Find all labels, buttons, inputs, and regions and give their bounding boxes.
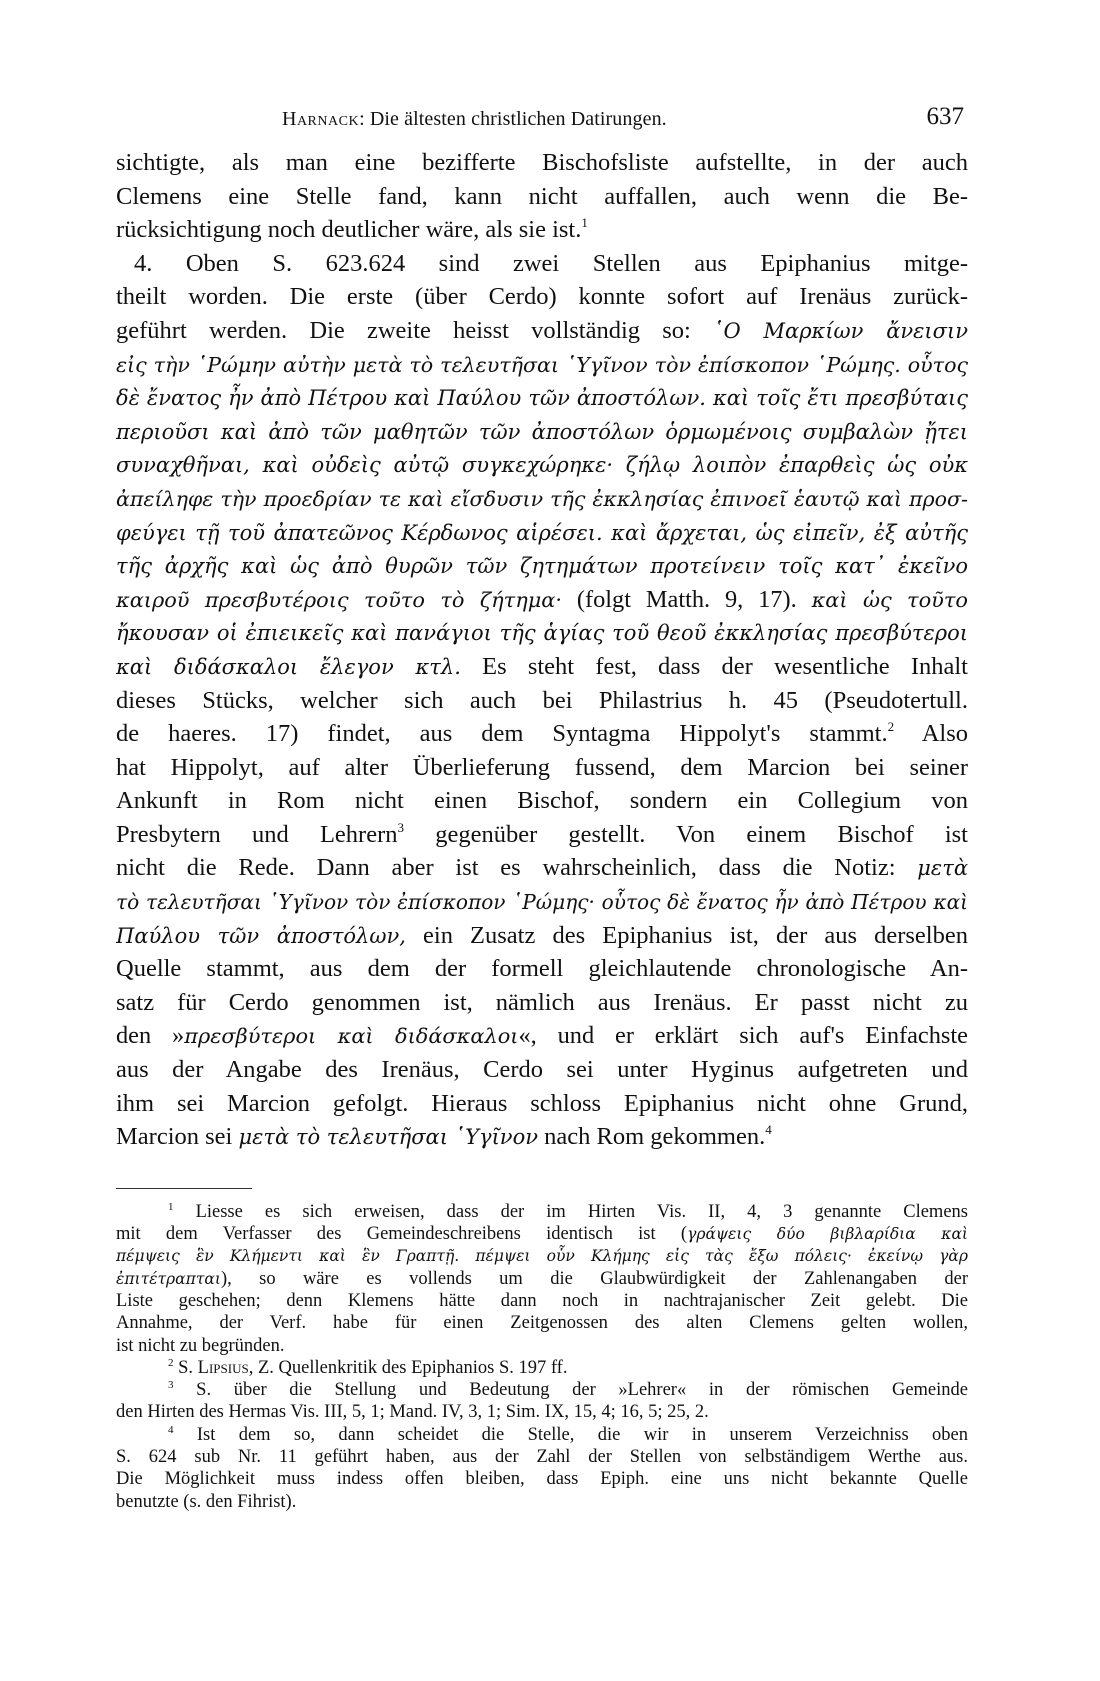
page-number: 637 [926,103,964,130]
footnote-ref-4[interactable]: 4 [765,1122,772,1138]
text-line [116,348,968,382]
greek-quote: περιοῦσι καὶ ἀπὸ τῶν μαθητῶν τῶν ἀποστόλων ὁρμωμένοις συμβαλὼν ᾔτει [116,419,968,444]
text-line [116,516,968,550]
text-run: (folgt Matth. 9, 17). [562,585,812,613]
text-run: S. 624 sub Nr. 11 geführt haben, aus der Zahl der Stellen von selbständigem Werthe aus. [116,1447,968,1468]
author-name: Harnack [282,108,360,130]
footnote-marker: 1 [168,1200,174,1213]
greek-quote: πρεσβύτεροι καὶ διδάσκαλοι [184,1024,519,1049]
footnote-line [116,1468,968,1490]
text-run: Clemens eine Stelle fand, kann nicht auffallen, auch wenn die Be- [116,182,968,210]
text-run: Ankunft in Rom nicht einen Bischof, sondern ein Collegium von [116,787,968,815]
text-line [116,986,968,1020]
footnote-line [116,1446,968,1468]
greek-quote: ῾Ο Μαρκίων ἄνεισιν [713,318,968,343]
text-run: theilt worden. Die erste (über Cerdo) konnte sofort auf Irenäus zurück- [116,283,968,311]
greek-quote: μετὰ [917,856,968,881]
text-line [116,818,968,852]
text-run: Liste geschehen; denn Klemens hätte dann noch in nachtrajanischer Zeit gelebt. Die [116,1291,968,1311]
footnote-marker: 3 [168,1379,174,1392]
text-run: Ist dem so, dann scheidet die Stelle, die wir in unserem Verzeichniss oben [173,1424,968,1445]
text-run: ihm sei Marcion gefolgt. Hieraus schloss Epiphanius nicht ohne Grund, [116,1089,968,1117]
text-run: geführt werden. Die zweite heisst vollständig so: [116,316,714,344]
cited-author: Lipsius [197,1357,249,1378]
greek-quote: Παύλου τῶν ἀποστόλων, [116,923,406,948]
colon: : [359,108,365,130]
text-line [116,482,968,516]
text-run: «, und er erklärt sich auf's Einfachste [518,1022,968,1050]
text-run: Quelle stammt, aus dem der formell gleichlautende chronologische An- [116,955,968,983]
text-line [116,616,968,650]
text-line [116,784,968,818]
text-line [116,583,968,617]
greek-quote: καιροῦ πρεσβυτέροις τοῦτο τὸ ζήτημα· [116,587,563,612]
text-run: nach Rom gekommen. [537,1123,766,1151]
text-run: Marcion sei [116,1123,239,1151]
text-run: Die Möglichkeit muss indess offen bleiben, dass Epiph. eine uns nicht bekannte Quelle [116,1469,968,1490]
text-run: ), so wäre es vollends um die Glaubwürdigkeit der Zahlenangaben der [220,1268,968,1289]
text-run: den Hirten des Hermas Vis. III, 5, 1; Mand. IV, 3, 1; Sim. IX, 15, 4; 16, 5; 25, 2. [116,1402,709,1423]
greek-quote: τῆς ἀρχῆς καὶ ὡς ἀπὸ θυρῶν τῶν ζητημάτων προτείνειν τοῖς κατ᾽ ἐκεῖνο [116,554,968,579]
text-line [116,180,968,214]
article-title: Die ältesten christlichen Datirungen. [364,108,667,130]
text-line [116,381,968,415]
text-run: benutzte (s. den Fihrist). [116,1491,297,1512]
footnote-divider [116,1188,252,1189]
text-line [116,952,968,986]
text-line [116,549,968,583]
greek-quote: ἀπείληφε τὴν προεδρίαν τε καὶ εἴσδυσιν τῆς ἐκκλησίας ἐπινοεῖ ἑαυτῷ καὶ προσ- [116,486,968,511]
text-run: dieses Stücks, welcher sich auch bei Philastrius h. 45 (Pseudotertull. [116,686,968,714]
text-run: Liesse es sich erweisen, dass der im Hirten Vis. II, 4, 3 genannte Clemens [173,1201,968,1222]
greek-quote: καὶ ὡς τοῦτο [811,587,968,612]
text-line [116,1019,968,1053]
greek-quote: εἰς τὴν ῾Ρώμην αὐτὴν μετὰ τὸ τελευτῆσαι ῾Υγῖνον τὸν ἐπίσκοπον ῾Ρώμης. οὗτος [116,352,968,377]
text-run: Presbytern und Lehrern [116,820,398,848]
footnotes [116,1201,968,1513]
text-run: satz für Cerdo genommen ist, nämlich aus Irenäus. Er passt nicht zu [116,988,968,1016]
running-head-title [282,108,667,131]
text-line [116,146,968,180]
greek-quote: δὲ ἔνατος ἦν ἀπὸ Πέτρου καὶ Παύλου τῶν ἀποστόλων. καὶ τοῖς ἔτι πρεσβύταις [116,386,968,411]
text-line [116,213,968,247]
text-run: aus der Angabe des Irenäus, Cerdo sei unter Hyginus aufgetreten und [116,1056,968,1084]
footnote-2 [116,1357,968,1379]
footnote-line [116,1268,968,1290]
text-run: , Z. Quellenkritik des Epiphanios S. 197 ff. [248,1357,568,1378]
text-run: sichtigte, als man eine bezifferte Bischofsliste aufstellte, in der auch [116,149,968,176]
greek-quote: τὸ τελευτῆσαι ῾Υγῖνον τὸν ἐπίσκοπον ῾Ρώμης· οὗτος δὲ ἔνατος ἦν ἀπὸ Πέτρου καὶ [116,890,968,915]
text-line [116,684,968,718]
footnote-line [116,1223,968,1245]
text-run: 4. Oben S. 623.624 sind zwei Stellen aus Epiphanius mitge- [134,249,968,277]
text-run: de haeres. 17) findet, aus dem Syntagma Hippolyt's stammt. [116,720,888,748]
text-line [116,919,968,953]
text-run: Annahme, der Verf. habe für einen Zeitgenossen des alten Clemens gelten wollen, [116,1313,968,1334]
footnote-line [116,1491,968,1513]
footnote-1 [116,1201,968,1223]
text-line [116,247,968,281]
text-run: Es steht fest, dass der wesentliche Inhalt [460,652,968,680]
text-line [116,415,968,449]
greek-quote: συναχθῆναι, καὶ οὐδεὶς αὐτῷ συγκεχώρηκε· ζήλῳ λοιπὸν ἐπαρθεὶς ὡς οὐκ [116,453,968,478]
text-run: gegenüber gestellt. Von einem Bischof ist [403,820,968,848]
footnote-ref-3[interactable]: 3 [397,819,404,835]
greek-quote: γράψεις δύο βιβλαρίδια καὶ [687,1225,968,1244]
text-line [116,851,968,885]
text-line [116,314,968,348]
footnote-line [116,1312,968,1334]
text-run: mit dem Verfasser des Gemeindeschreibens identisch ist ( [116,1224,688,1245]
text-run: den » [116,1022,185,1050]
footnote-marker: 2 [168,1356,174,1369]
text-run: hat Hippolyt, auf alter Überlieferung fussend, dem Marcion bei seiner [116,753,968,781]
text-line [116,280,968,314]
greek-quote: ἐπιτέτραπται [116,1269,221,1288]
footnote-ref-2[interactable]: 2 [887,719,895,735]
text-run: nicht die Rede. Dann aber ist es wahrscheinlich, dass die Notiz: [116,854,918,882]
footnote-line [116,1290,968,1312]
text-line [116,448,968,482]
text-line [116,1087,968,1121]
text-run: S. über die Stellung und Bedeutung der »Lehrer« in der römischen Gemeinde [173,1380,968,1401]
text-run: S. [173,1357,198,1378]
text-run: ist nicht zu begründen. [116,1335,285,1356]
greek-quote: φεύγει τῇ τοῦ ἀπατεῶνος Κέρδωνος αἱρέσει. καὶ ἄρχεται, ὡς εἰπεῖν, ἐξ αὐτῆς [116,520,968,545]
text-line [116,885,968,919]
text-run: rücksichtigung noch deutlicher wäre, als sie ist. [116,216,582,244]
greek-quote: μετὰ τὸ τελευτῆσαι ῾Υγῖνον [238,1125,538,1150]
text-line [116,1120,968,1154]
text-run: ein Zusatz des Epiphanius ist, der aus derselben [405,921,968,949]
footnote-line [116,1335,968,1357]
greek-quote: πέμψεις ἓν Κλήμεντι καὶ ἓν Γραπτῇ. πέμψει οὖν Κλήμης εἰς τὰς ἔξω πόλεις· ἐκείνῳ γὰρ [116,1247,968,1266]
greek-quote: ἤκουσαν οἱ ἐπιεικεῖς καὶ πανάγιοι τῆς ἁγίας τοῦ θεοῦ ἐκκλησίας πρεσβύτεροι [116,621,968,646]
text-line [116,717,968,751]
text-line [116,1053,968,1087]
footnote-3 [116,1379,968,1401]
footnote-4 [116,1424,968,1446]
text-line [116,751,968,785]
document-page [116,100,968,1513]
footnote-ref-1[interactable]: 1 [581,215,588,231]
running-header [116,100,968,140]
text-run: Also [894,720,968,748]
footnote-marker: 4 [168,1423,174,1436]
footnote-line [116,1245,968,1267]
text-line [116,650,968,684]
greek-quote: καὶ διδάσκαλοι ἔλεγον κτλ. [116,654,461,679]
body-text [116,146,968,1154]
footnote-line [116,1401,968,1423]
